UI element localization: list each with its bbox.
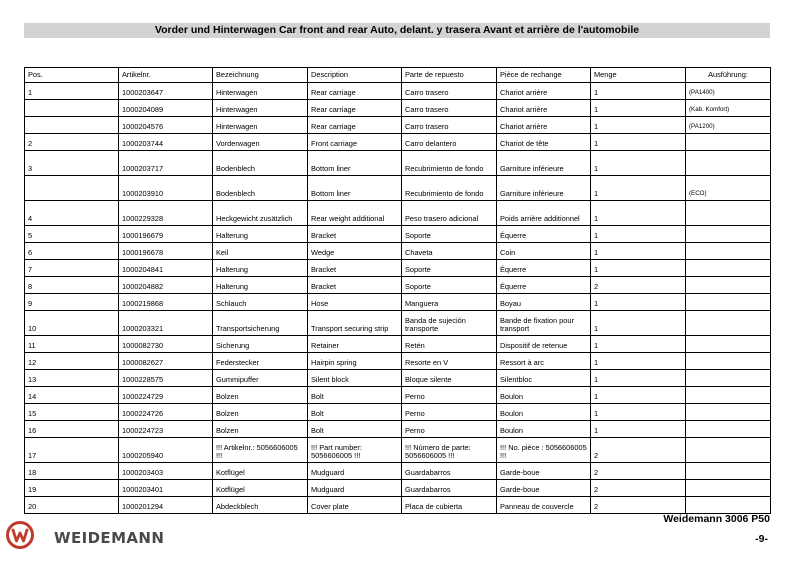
table-row <box>25 404 771 421</box>
table-cell-art: 1000082627 <box>119 353 213 370</box>
table-cell-art: 1000205940 <box>119 438 213 463</box>
table-cell-menge: 1 <box>591 201 686 226</box>
table-cell-bez: Federstecker <box>213 353 308 370</box>
table-cell-desc: !!! Part number: 5056606005 !!! <box>308 438 402 463</box>
table-cell-desc: Hairpin spring <box>308 353 402 370</box>
table-cell-bez: Vorderwagen <box>213 134 308 151</box>
page-number: -9- <box>755 533 768 545</box>
table-cell-fr: Garniture inférieure <box>497 151 591 176</box>
table-cell-bez: Gummipuffer <box>213 370 308 387</box>
table-cell-bez: Hinterwagen <box>213 117 308 134</box>
table-cell-menge: 1 <box>591 260 686 277</box>
table-cell-es: Placa de cubierta <box>402 497 497 514</box>
table-row <box>25 176 771 201</box>
table-cell-art: 1000204841 <box>119 260 213 277</box>
brand-block <box>6 521 164 554</box>
table-cell-pos <box>25 117 119 134</box>
table-cell-fr: Boulon <box>497 404 591 421</box>
table-cell-art: 1000203403 <box>119 463 213 480</box>
table-cell-menge: 1 <box>591 370 686 387</box>
table-cell-es: Guardabarros <box>402 480 497 497</box>
table-cell-es: Carro delantero <box>402 134 497 151</box>
table-cell-art: 1000224729 <box>119 387 213 404</box>
table-cell-bez: Bodenblech <box>213 151 308 176</box>
column-header-artikelnr: Artikelnr. <box>119 68 213 83</box>
table-cell-art: 1000203401 <box>119 480 213 497</box>
table-cell-menge: 1 <box>591 353 686 370</box>
table-cell-fr: Équerre <box>497 277 591 294</box>
table-row <box>25 226 771 243</box>
table-cell-bez: Transportsicherung <box>213 311 308 336</box>
table-cell-desc: Rear weight additional <box>308 201 402 226</box>
table-row <box>25 336 771 353</box>
table-cell-desc: Bolt <box>308 387 402 404</box>
table-cell-ausf <box>686 260 771 277</box>
table-cell-pos: 2 <box>25 134 119 151</box>
table-cell-art: 1000224723 <box>119 421 213 438</box>
table-cell-desc: Rear carriage <box>308 83 402 100</box>
table-cell-art: 1000203910 <box>119 176 213 201</box>
table-cell-ausf <box>686 277 771 294</box>
table-cell-fr: Bande de fixation pour transport <box>497 311 591 336</box>
model-label: Weidemann 3006 P50 <box>663 513 770 525</box>
table-cell-es: Perno <box>402 421 497 438</box>
table-cell-art: 1000203744 <box>119 134 213 151</box>
table-cell-ausf <box>686 134 771 151</box>
table-cell-menge: 1 <box>591 117 686 134</box>
table-cell-art: 1000224726 <box>119 404 213 421</box>
table-cell-menge: 1 <box>591 421 686 438</box>
table-cell-ausf <box>686 336 771 353</box>
column-header-piece: Pièce de rechange <box>497 68 591 83</box>
table-cell-pos: 1 <box>25 83 119 100</box>
table-cell-es: Soporte <box>402 260 497 277</box>
table-cell-art: 1000228575 <box>119 370 213 387</box>
column-header-menge: Menge <box>591 68 686 83</box>
table-cell-bez: Keil <box>213 243 308 260</box>
table-cell-ausf <box>686 421 771 438</box>
table-cell-menge: 1 <box>591 176 686 201</box>
table-cell-pos: 11 <box>25 336 119 353</box>
table-cell-menge: 2 <box>591 438 686 463</box>
table-cell-ausf <box>686 151 771 176</box>
table-row <box>25 117 771 134</box>
table-cell-menge: 1 <box>591 226 686 243</box>
column-header-ausfuehrung: Ausführung: <box>686 68 771 83</box>
table-cell-menge: 2 <box>591 463 686 480</box>
table-cell-bez: Bolzen <box>213 404 308 421</box>
table-header-row <box>25 68 771 83</box>
table-cell-menge: 2 <box>591 277 686 294</box>
table-cell-fr: Boyau <box>497 294 591 311</box>
table-row <box>25 134 771 151</box>
table-cell-ausf <box>686 294 771 311</box>
table-cell-bez: Hinterwagen <box>213 100 308 117</box>
table-row <box>25 387 771 404</box>
table-cell-desc: Rear carriage <box>308 117 402 134</box>
table-cell-pos: 10 <box>25 311 119 336</box>
table-cell-es: Guardabarros <box>402 463 497 480</box>
page-title: Vorder und Hinterwagen Car front and rear Auto, delant. y trasera Avant et arrière de l'automobile <box>24 23 770 38</box>
table-cell-menge: 1 <box>591 311 686 336</box>
table-cell-desc: Rear carriage <box>308 100 402 117</box>
table-cell-menge: 2 <box>591 480 686 497</box>
table-cell-desc: Cover plate <box>308 497 402 514</box>
table-cell-bez: Kotflügel <box>213 480 308 497</box>
table-cell-desc: Mudguard <box>308 463 402 480</box>
table-cell-bez: Bolzen <box>213 421 308 438</box>
table-cell-ausf: (Kab. Komfort) <box>686 100 771 117</box>
table-cell-pos: 8 <box>25 277 119 294</box>
table-cell-fr: Ressort à arc <box>497 353 591 370</box>
table-cell-fr: Poids arrière additionnel <box>497 201 591 226</box>
table-cell-menge: 2 <box>591 497 686 514</box>
table-cell-fr: Chariot arrière <box>497 117 591 134</box>
table-cell-fr: Silentbloc <box>497 370 591 387</box>
table-cell-ausf <box>686 480 771 497</box>
table-cell-art: 1000082730 <box>119 336 213 353</box>
table-row <box>25 370 771 387</box>
table-row <box>25 201 771 226</box>
table-cell-art: 1000204576 <box>119 117 213 134</box>
table-cell-bez: Kotflügel <box>213 463 308 480</box>
table-cell-art: 1000196678 <box>119 243 213 260</box>
table-row <box>25 311 771 336</box>
table-cell-desc: Bracket <box>308 277 402 294</box>
table-cell-art: 1000203647 <box>119 83 213 100</box>
table-cell-es: Chaveta <box>402 243 497 260</box>
table-row <box>25 497 771 514</box>
table-cell-pos: 6 <box>25 243 119 260</box>
table-row <box>25 463 771 480</box>
table-cell-bez: Halterung <box>213 277 308 294</box>
table-cell-es: Soporte <box>402 226 497 243</box>
table-cell-pos: 9 <box>25 294 119 311</box>
table-cell-ausf <box>686 404 771 421</box>
table-cell-bez: Sicherung <box>213 336 308 353</box>
table-cell-desc: Bracket <box>308 260 402 277</box>
table-cell-art: 1000201294 <box>119 497 213 514</box>
table-cell-ausf <box>686 370 771 387</box>
table-cell-ausf <box>686 438 771 463</box>
table-cell-desc: Bracket <box>308 226 402 243</box>
table-cell-es: Perno <box>402 387 497 404</box>
table-cell-bez: Halterung <box>213 260 308 277</box>
table-row <box>25 100 771 117</box>
table-cell-pos: 3 <box>25 151 119 176</box>
table-cell-art: 1000196679 <box>119 226 213 243</box>
table-cell-ausf <box>686 497 771 514</box>
table-row <box>25 421 771 438</box>
table-cell-es: Banda de sujeción transporte <box>402 311 497 336</box>
parts-table <box>24 67 771 514</box>
table-cell-bez: Abdeckblech <box>213 497 308 514</box>
table-row <box>25 353 771 370</box>
weidemann-logo-icon <box>6 521 34 554</box>
table-cell-ausf <box>686 243 771 260</box>
table-row <box>25 151 771 176</box>
table-cell-pos <box>25 176 119 201</box>
table-cell-es: Manguera <box>402 294 497 311</box>
table-cell-pos: 19 <box>25 480 119 497</box>
table-row <box>25 83 771 100</box>
table-cell-ausf: (PA1400) <box>686 83 771 100</box>
table-cell-art: 1000203321 <box>119 311 213 336</box>
table-cell-ausf <box>686 387 771 404</box>
table-cell-menge: 1 <box>591 404 686 421</box>
table-cell-art: 1000219868 <box>119 294 213 311</box>
table-cell-fr: Panneau de couvercle <box>497 497 591 514</box>
table-cell-desc: Hose <box>308 294 402 311</box>
table-cell-es: Recubrimiento de fondo <box>402 176 497 201</box>
table-cell-menge: 1 <box>591 83 686 100</box>
table-cell-ausf: (ECO) <box>686 176 771 201</box>
table-cell-art: 1000204882 <box>119 277 213 294</box>
table-cell-desc: Bolt <box>308 404 402 421</box>
table-cell-pos: 18 <box>25 463 119 480</box>
table-cell-desc: Bottom liner <box>308 151 402 176</box>
table-cell-desc: Wedge <box>308 243 402 260</box>
table-cell-desc: Mudguard <box>308 480 402 497</box>
table-cell-fr: Chariot arrière <box>497 100 591 117</box>
table-cell-desc: Retainer <box>308 336 402 353</box>
table-cell-desc: Transport securing strip <box>308 311 402 336</box>
table-cell-ausf <box>686 353 771 370</box>
table-cell-art: 1000204089 <box>119 100 213 117</box>
table-cell-menge: 1 <box>591 134 686 151</box>
table-cell-pos: 17 <box>25 438 119 463</box>
table-cell-bez: Heckgewicht zusätzlich <box>213 201 308 226</box>
table-row <box>25 260 771 277</box>
column-header-pos: Pos. <box>25 68 119 83</box>
table-body <box>25 83 771 514</box>
table-cell-fr: Coin <box>497 243 591 260</box>
table-cell-bez: Halterung <box>213 226 308 243</box>
table-cell-fr: Équerre <box>497 226 591 243</box>
table-cell-es: Recubrimiento de fondo <box>402 151 497 176</box>
table-cell-ausf <box>686 463 771 480</box>
table-cell-pos: 13 <box>25 370 119 387</box>
table-cell-ausf <box>686 311 771 336</box>
table-cell-menge: 1 <box>591 294 686 311</box>
table-cell-fr: Chariot arrière <box>497 83 591 100</box>
table-cell-fr: Garde-boue <box>497 480 591 497</box>
table-cell-desc: Front carriage <box>308 134 402 151</box>
table-cell-pos: 4 <box>25 201 119 226</box>
table-cell-art: 1000203717 <box>119 151 213 176</box>
brand-name: WEIDEMANN <box>54 528 165 547</box>
column-header-bezeichnung: Bezeichnung <box>213 68 308 83</box>
table-cell-menge: 1 <box>591 243 686 260</box>
table-cell-fr: Boulon <box>497 387 591 404</box>
table-cell-fr: Garde-boue <box>497 463 591 480</box>
table-row <box>25 243 771 260</box>
table-cell-fr: !!! No. pièce : 5056606005 !!! <box>497 438 591 463</box>
table-cell-fr: Boulon <box>497 421 591 438</box>
table-cell-es: Carro trasero <box>402 117 497 134</box>
table-cell-bez: Bolzen <box>213 387 308 404</box>
table-cell-es: Retén <box>402 336 497 353</box>
table-cell-menge: 1 <box>591 387 686 404</box>
table-cell-pos: 7 <box>25 260 119 277</box>
table-cell-pos: 15 <box>25 404 119 421</box>
table-cell-es: Resorte en V <box>402 353 497 370</box>
table-row <box>25 438 771 463</box>
table-cell-es: !!! Número de parte: 5056606005 !!! <box>402 438 497 463</box>
table-cell-menge: 1 <box>591 100 686 117</box>
table-cell-es: Peso trasero adicional <box>402 201 497 226</box>
table-cell-desc: Silent block <box>308 370 402 387</box>
table-cell-fr: Équerre <box>497 260 591 277</box>
table-cell-pos: 5 <box>25 226 119 243</box>
table-cell-fr: Garniture inférieure <box>497 176 591 201</box>
table-cell-menge: 1 <box>591 336 686 353</box>
table-cell-ausf <box>686 226 771 243</box>
table-cell-pos <box>25 100 119 117</box>
table-cell-menge: 1 <box>591 151 686 176</box>
table-cell-bez: Schlauch <box>213 294 308 311</box>
table-cell-es: Carro trasero <box>402 100 497 117</box>
table-cell-desc: Bolt <box>308 421 402 438</box>
table-cell-es: Soporte <box>402 277 497 294</box>
table-cell-pos: 12 <box>25 353 119 370</box>
table-cell-pos: 20 <box>25 497 119 514</box>
table-row <box>25 277 771 294</box>
table-cell-art: 1000229328 <box>119 201 213 226</box>
table-cell-bez: Hinterwagen <box>213 83 308 100</box>
table-cell-fr: Chariot de tête <box>497 134 591 151</box>
table-row <box>25 480 771 497</box>
table-cell-pos: 14 <box>25 387 119 404</box>
table-cell-desc: Bottom liner <box>308 176 402 201</box>
table-cell-pos: 16 <box>25 421 119 438</box>
column-header-description: Description <box>308 68 402 83</box>
table-cell-es: Perno <box>402 404 497 421</box>
table-cell-ausf: (PA1200) <box>686 117 771 134</box>
table-cell-bez: Bodenblech <box>213 176 308 201</box>
table-cell-fr: Dispositif de retenue <box>497 336 591 353</box>
table-cell-bez: !!! Artikelnr.: 5056606005 !!! <box>213 438 308 463</box>
table-cell-ausf <box>686 201 771 226</box>
column-header-parte: Parte de repuesto <box>402 68 497 83</box>
table-cell-es: Carro trasero <box>402 83 497 100</box>
table-cell-es: Bloque silente <box>402 370 497 387</box>
table-row <box>25 294 771 311</box>
